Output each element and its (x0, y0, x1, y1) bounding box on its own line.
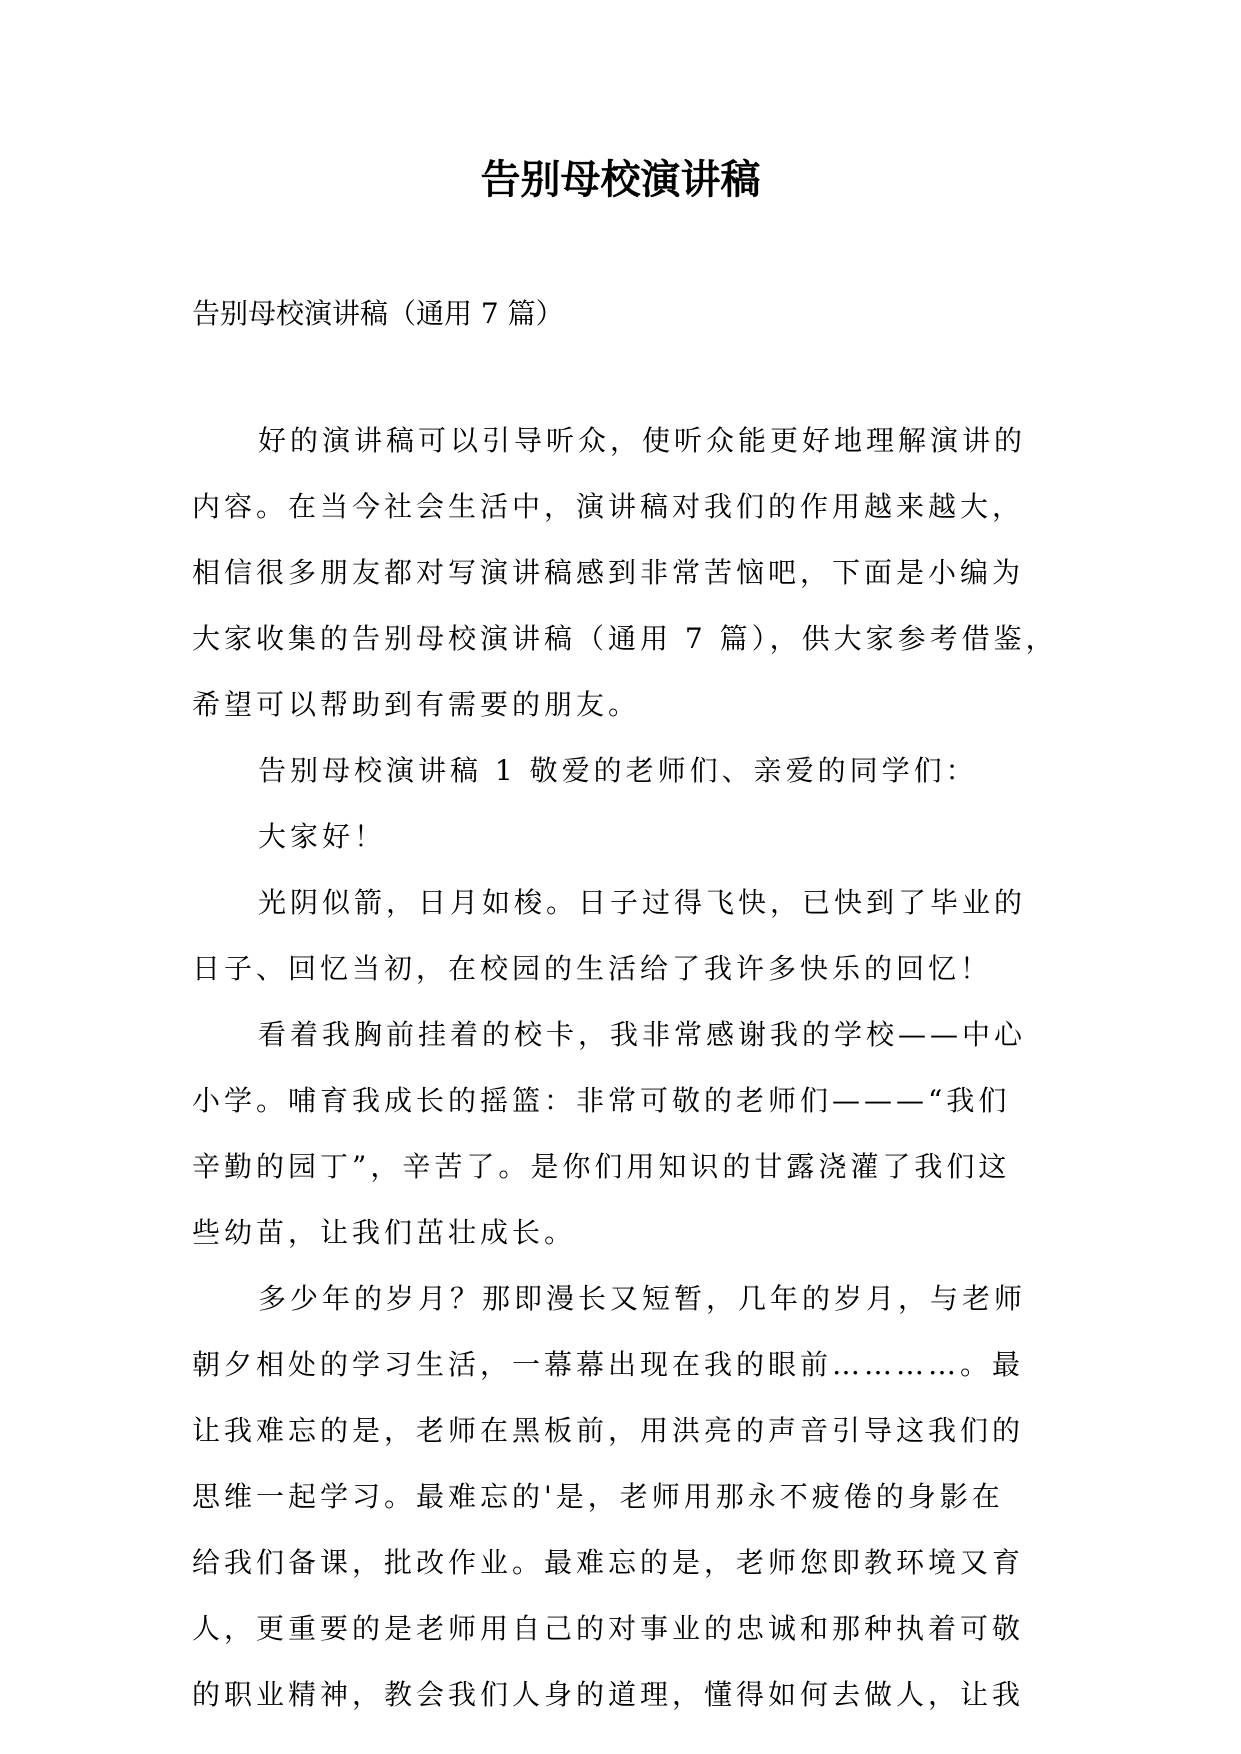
text-line: 光阴似箭，日月如梭。日子过得飞快，已快到了毕业的 (258, 886, 1027, 919)
text-line: 相信很多朋友都对写演讲稿感到非常苦恼吧，下面是小编为 (192, 556, 1025, 589)
text-line: 日子、回忆当初，在校园的生活给了我许多快乐的回忆！ (192, 952, 993, 985)
document-subtitle: 告别母校演讲稿（通用 7 篇） (192, 297, 564, 330)
text-line: 大家好！ (258, 820, 387, 853)
text-line: 看着我胸前挂着的校卡，我非常感谢我的学校——中心 (258, 1018, 1027, 1051)
text-line: 内容。在当今社会生活中，演讲稿对我们的作用越来越大， (192, 490, 1025, 523)
text-line: 希望可以帮助到有需要的朋友。 (192, 688, 641, 721)
text-line: 人，更重要的是老师用自己的对事业的忠诚和那种执着可敬 (192, 1612, 1025, 1645)
text-line: 给我们备课，批改作业。最难忘的是，老师您即教环境又育 (192, 1546, 1025, 1579)
text-line: 思维一起学习。最难忘的'是，老师用那永不疲倦的身影在 (192, 1480, 1004, 1513)
text-line: 辛勤的园丁”，辛苦了。是你们用知识的甘露浇灌了我们这 (192, 1150, 1011, 1183)
text-line: 朝夕相处的学习生活，一幕幕出现在我的眼前…………。最 (192, 1348, 1025, 1381)
document-title: 告别母校演讲稿 (480, 156, 761, 203)
text-line: 好的演讲稿可以引导听众，使听众能更好地理解演讲的 (258, 424, 1027, 457)
text-line: 让我难忘的是，老师在黑板前，用洪亮的声音引导这我们的 (192, 1414, 1025, 1447)
text-line: 多少年的岁月？那即漫长又短暂，几年的岁月，与老师 (258, 1282, 1027, 1315)
document-body (192, 408, 1062, 1728)
text-line: 的职业精神，教会我们人身的道理，懂得如何去做人，让我 (192, 1678, 1025, 1711)
text-line: 小学。哺育我成长的摇篮：非常可敬的老师们———“我们 (192, 1084, 1011, 1117)
text-line: 些幼苗，让我们茁壮成长。 (192, 1216, 577, 1249)
text-line: 告别母校演讲稿 1 敬爱的老师们、亲爱的同学们： (258, 754, 978, 787)
text-line: 大家收集的告别母校演讲稿（通用 7 篇），供大家参考借鉴， (192, 622, 1058, 655)
